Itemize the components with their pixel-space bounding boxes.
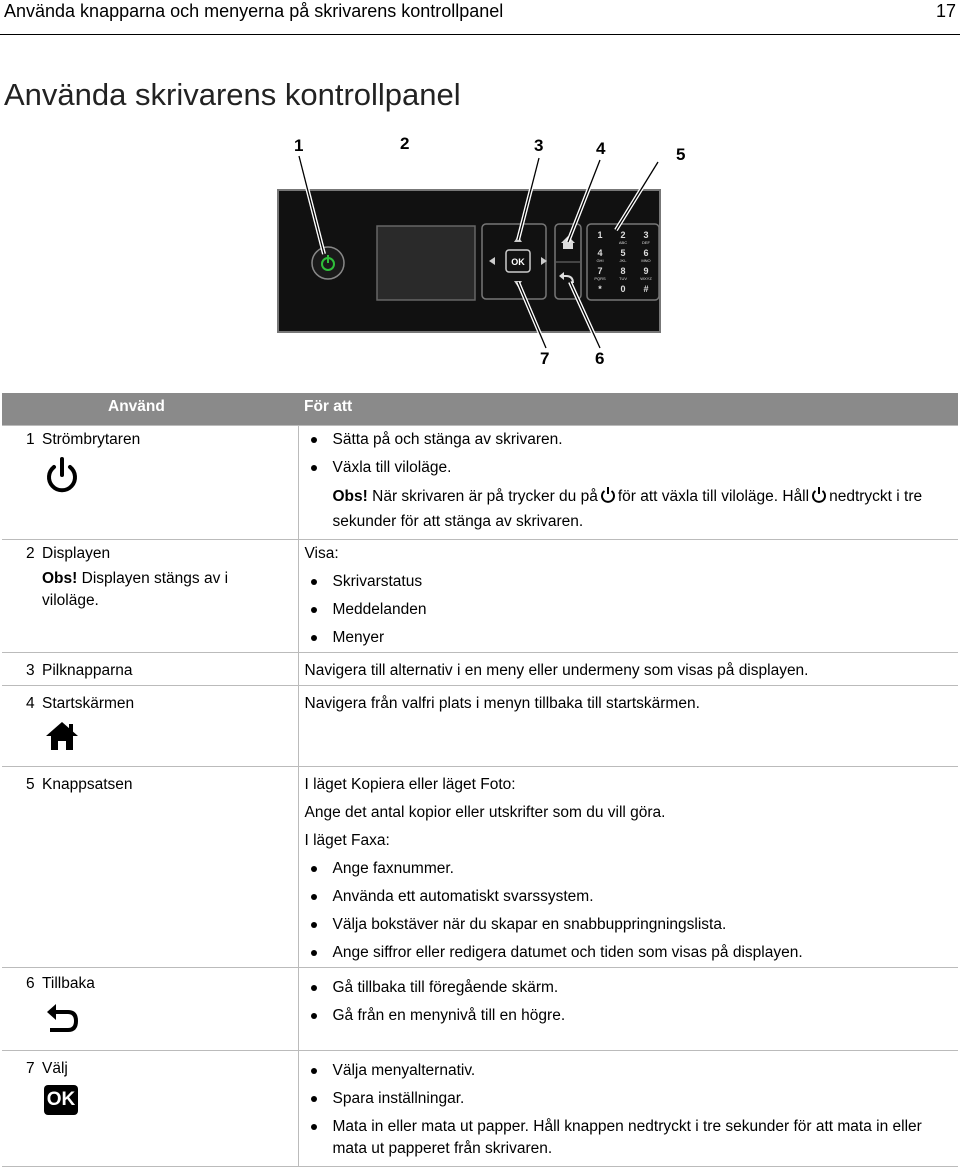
list-item: Välja menyalternativ. (305, 1057, 959, 1085)
row-name: Tillbaka (42, 975, 95, 992)
list-item: Mata in eller mata ut papper. Håll knappen nedtryckt i tre sekunder för att mata in eller mata ut papperet från skrivaren. (305, 1113, 959, 1160)
note: Obs! Displayen stängs av i viloläge. (42, 570, 229, 609)
list-item: Växla till viloläge. (305, 454, 959, 482)
row-number: 2 (26, 545, 35, 562)
callout-1: 1 (294, 136, 304, 155)
ok-icon: OK (44, 1085, 78, 1115)
row-name: Strömbrytaren (42, 431, 141, 448)
row-number: 3 (26, 662, 35, 679)
keypad-key-letters: GHI (596, 258, 604, 263)
table-row (2, 968, 958, 1051)
callout-3: 3 (534, 136, 544, 155)
list-item: Skrivarstatus (305, 568, 959, 596)
list-item: Ange siffror eller redigera datumet och tiden som visas på displayen. (305, 939, 959, 967)
description: Navigera från valfri plats i menyn tillbaka till startskärmen. (304, 695, 700, 712)
intro-text: Visa: (304, 545, 339, 562)
table-row (2, 653, 958, 686)
keypad-key-letters: TUV (619, 276, 627, 281)
row-name: Välj (42, 1060, 68, 1077)
row-number: 7 (26, 1060, 35, 1077)
page-header (0, 0, 960, 35)
keypad-key-letters: JKL (619, 258, 627, 263)
table-row (2, 1051, 958, 1167)
section-heading: Använda skrivarens kontrollpanel (4, 77, 461, 112)
control-panel-illustration (270, 132, 670, 370)
home-icon (44, 720, 80, 762)
list-item: Spara inställningar. (305, 1085, 959, 1113)
keypad-key-letters: WXYZ (640, 276, 652, 281)
keypad-key-letters: DEF (642, 240, 650, 245)
power-icon (811, 486, 827, 511)
callout-2: 2 (400, 134, 410, 153)
page-number: 17 (935, 1, 956, 21)
keypad-key-label: 3 (643, 230, 649, 240)
header-title: Använda knapparna och menyerna på skrivarens kontrollpanel (4, 1, 504, 21)
list-item: Menyer (305, 624, 959, 652)
keypad-key-label: 5 (620, 248, 626, 258)
row-name: Pilknapparna (42, 662, 133, 679)
list-item: Gå tillbaka till föregående skärm. (305, 974, 959, 1002)
keypad-key-letters: MNO (641, 258, 651, 263)
keypad-key-label: 9 (643, 266, 649, 276)
row-number: 4 (26, 695, 35, 712)
table-row (2, 767, 958, 968)
col-header-use: Använd (42, 393, 298, 426)
list-item: Använda ett automatiskt svarssystem. (305, 883, 959, 911)
description: I läget Kopiera eller läget Foto: (304, 776, 516, 793)
power-icon (600, 486, 616, 511)
row-number: 5 (26, 776, 35, 793)
power-icon (44, 456, 80, 506)
keypad-key-label: 4 (597, 248, 603, 258)
list-item: Sätta på och stänga av skrivaren. (305, 426, 959, 454)
keypad-key-label: 2 (620, 230, 626, 240)
list-item: Ange faxnummer. (305, 855, 959, 883)
table-row (2, 686, 958, 767)
row-name: Displayen (42, 545, 111, 562)
control-panel-table (2, 393, 958, 1167)
keypad-key-label: 1 (597, 230, 603, 240)
callout-7: 7 (540, 349, 550, 368)
row-name: Startskärmen (42, 695, 135, 712)
keypad-key-label: 8 (620, 266, 626, 276)
note: Obs! När skrivaren är på trycker du på för att växla till viloläge. Håll nedtryckt i tre sekunder för att stänga av skrivaren. (332, 488, 923, 530)
keypad-key-label: 7 (597, 266, 603, 276)
callout-4: 4 (596, 139, 606, 158)
description: I läget Faxa: (304, 832, 390, 849)
keypad-key-letters: PQRS (594, 276, 606, 281)
list-item: Gå från en menynivå till en högre. (305, 1002, 959, 1030)
display-illustration (377, 226, 475, 300)
row-number: 6 (26, 975, 35, 992)
control-panel-figure (270, 132, 686, 370)
back-icon (44, 1000, 80, 1046)
table-row (2, 426, 958, 540)
row-number: 1 (26, 431, 35, 448)
keypad-key-letters: ABC (618, 240, 628, 245)
list-item: Meddelanden (305, 596, 959, 624)
figure-ok-label: OK (511, 257, 525, 267)
description: Ange det antal kopior eller utskrifter som du vill göra. (304, 804, 666, 821)
keypad-key-label: 6 (643, 248, 649, 258)
callout-5: 5 (676, 145, 686, 164)
keypad-key-label: 0 (620, 284, 626, 294)
description: Navigera till alternativ i en meny eller undermeny som visas på displayen. (304, 662, 809, 679)
keypad-key-label: # (643, 284, 649, 294)
keypad-key-label: * (598, 284, 602, 294)
list-item: Välja bokstäver när du skapar en snabbuppringningslista. (305, 911, 959, 939)
row-name: Knappsatsen (42, 776, 133, 793)
callout-6: 6 (595, 349, 605, 368)
col-header-purpose: För att (298, 393, 958, 426)
table-row (2, 540, 958, 653)
